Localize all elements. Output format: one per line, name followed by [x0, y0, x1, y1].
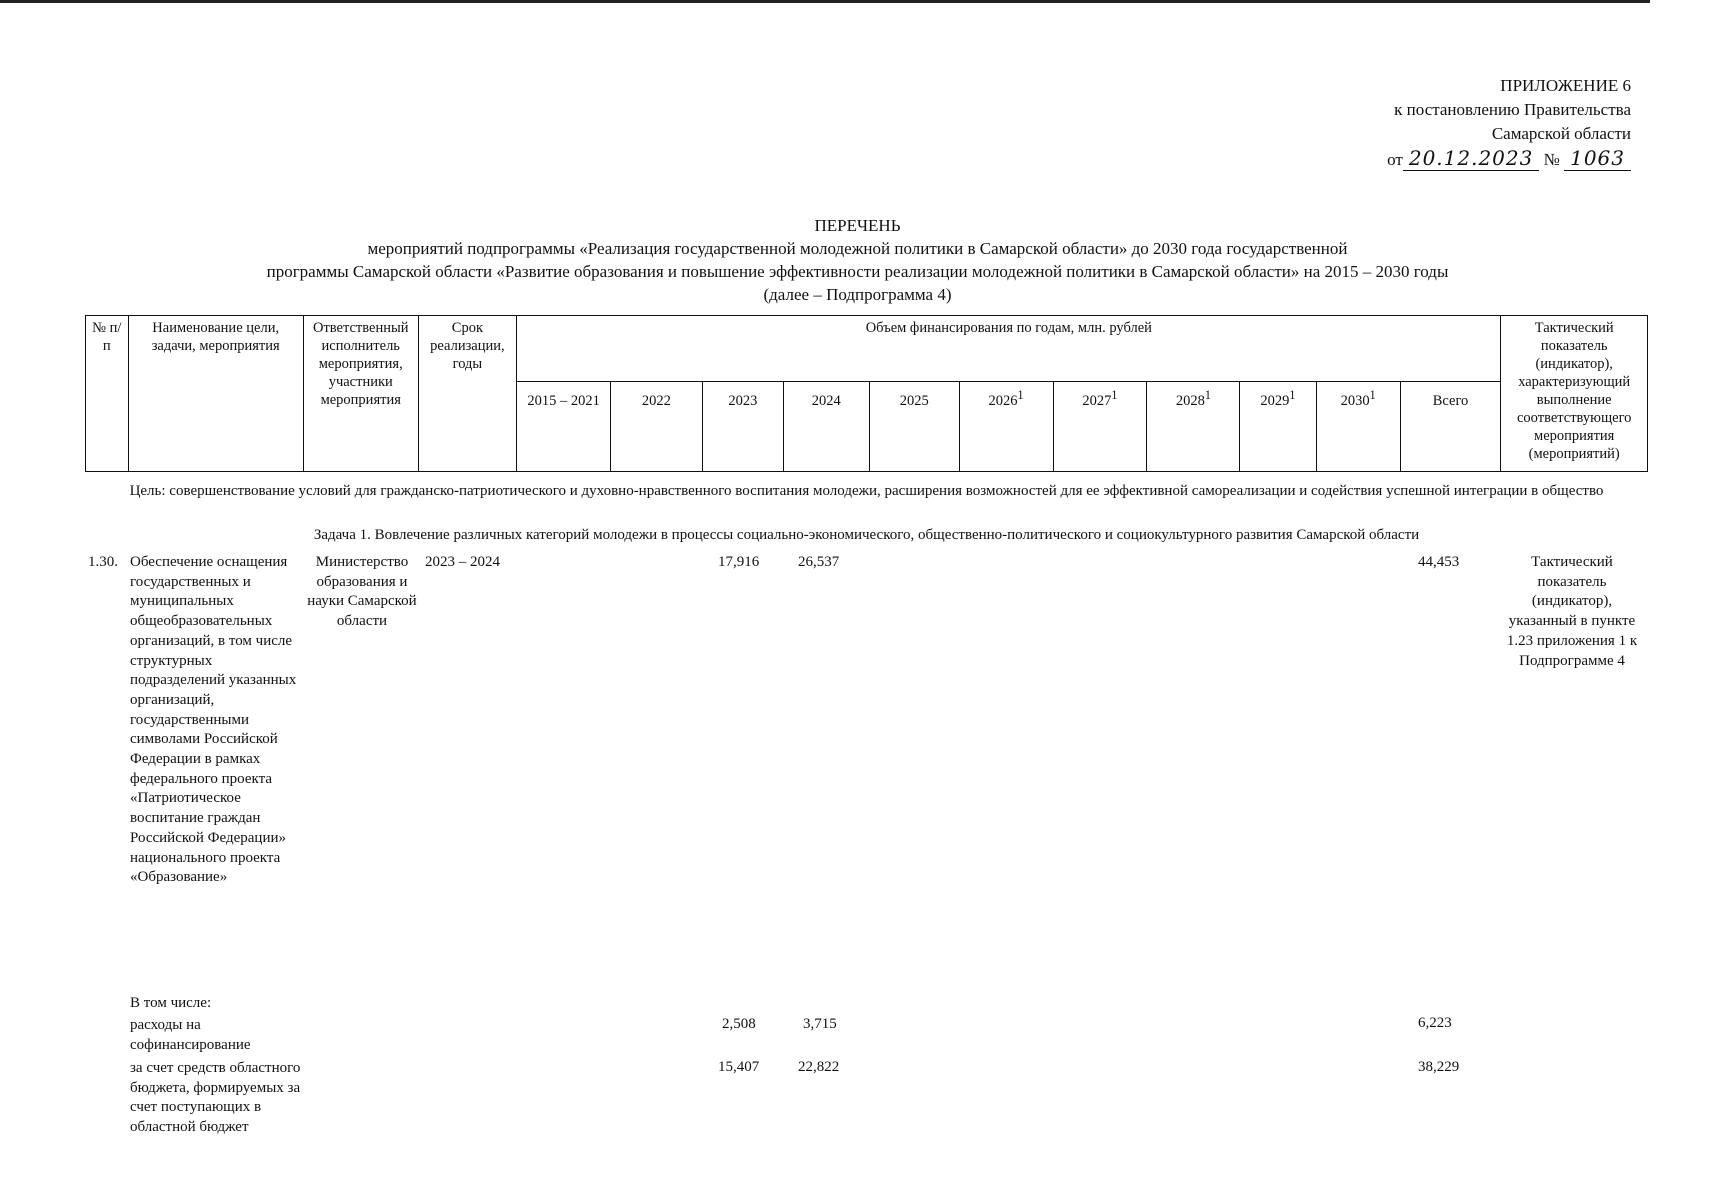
- header-total: Всего: [1400, 382, 1501, 472]
- goal-text: Цель: совершенствование условий для гражданско-патриотического и духовно-нравственного воспитания молодежи, расширения возможностей для ее эффективной самореализации и содействия успешной интеграции в общество: [129, 483, 1604, 499]
- appendix-line1: к постановлению Правительства: [1394, 100, 1631, 119]
- header-year-2028: 2028$^1$: [1147, 382, 1240, 472]
- subrow-value-total: 6,223: [1418, 1015, 1452, 1031]
- header-year-2023: 2023: [702, 382, 783, 472]
- header-year-2022: 2022: [610, 382, 702, 472]
- heading-line1: мероприятий подпрограммы «Реализация государственной молодежной политики в Самарской области» до 2030 года государственной: [367, 239, 1348, 258]
- appendix-line2: Самарской области: [1491, 124, 1631, 143]
- header-name: Наименование цели, задачи, мероприятия: [128, 316, 303, 472]
- header-term: Срок реализации, годы: [418, 316, 517, 472]
- document-heading: [0, 214, 1715, 306]
- table-header: [85, 315, 1648, 472]
- subrow-value-total: 38,229: [1418, 1059, 1460, 1075]
- row-name: Обеспечение оснащения государственных и муниципальных общеобразовательных организаций, в том числе структурных подразделений указанных организаций, государственными символами Российской Федерации в рамках федерального проекта «Патриотическое воспитание граждан Российской Федерации» национального проекта «Образование»: [130, 554, 297, 886]
- header-year-2024: 2024: [783, 382, 869, 472]
- header-year-2027: 2027$^1$: [1053, 382, 1147, 472]
- row-value-2024: 26,537: [798, 554, 840, 570]
- appendix-title: ПРИЛОЖЕНИЕ 6: [1500, 76, 1631, 95]
- header-num: № п/п: [86, 316, 129, 472]
- subrow-value-2023: 15,407: [718, 1059, 760, 1075]
- row-term: 2023 – 2024: [425, 554, 500, 570]
- header-year-2029: 2029$^1$: [1240, 382, 1316, 472]
- subrow-value-2023: 2,508: [722, 1016, 756, 1032]
- row-value-total: 44,453: [1418, 554, 1460, 570]
- heading-line3: (далее – Подпрограмма 4): [763, 285, 952, 304]
- header-year-2015-2021: 2015 – 2021: [517, 382, 611, 472]
- handwritten-number: 1063: [1564, 146, 1631, 171]
- row-value-2023: 17,916: [718, 554, 760, 570]
- task-text: Задача 1. Вовлечение различных категорий молодежи в процессы социально-экономического, общественно-политического и социокультурного развития Самарской области: [313, 527, 1420, 543]
- row-responsible: Министерство образования и науки Самарской области: [307, 554, 417, 630]
- subrow-name: расходы на софинансирование: [130, 1017, 251, 1053]
- subrow-name: за счет средств областного бюджета, формируемых за счет поступающих в областной бюджет: [130, 1060, 301, 1136]
- handwritten-date: 20.12.2023: [1403, 146, 1540, 171]
- appendix-date-line: [1387, 146, 1631, 172]
- row-number: 1.30.: [88, 554, 118, 570]
- number-prefix: №: [1543, 150, 1560, 169]
- scan-top-border: [0, 0, 1650, 3]
- subrow-value-2024: 22,822: [798, 1059, 840, 1075]
- header-year-2025: 2025: [869, 382, 959, 472]
- header-responsible: Ответственный исполнитель мероприятия, участники мероприятия: [303, 316, 418, 472]
- row-indicator: Тактический показатель (индикатор), указанный в пункте 1.23 приложения 1 к Подпрограмме 4: [1506, 554, 1638, 669]
- header-year-2026: 2026$^1$: [959, 382, 1053, 472]
- date-prefix: от: [1387, 150, 1403, 169]
- header-indicator: Тактический показатель (индикатор), характеризующий выполнение соответствующего мероприятия (мероприятий): [1501, 316, 1648, 472]
- appendix-block: [1387, 74, 1631, 172]
- header-year-2030: 2030$^1$: [1316, 382, 1400, 472]
- header-funding: Объем финансирования по годам, млн. рублей: [517, 316, 1501, 382]
- heading-title: ПЕРЕЧЕНЬ: [814, 216, 901, 235]
- heading-line2: программы Самарской области «Развитие образования и повышение эффективности реализации молодежной политики в Самарской области» на 2015 – 2030 годы: [266, 262, 1449, 281]
- including-label: В том числе:: [130, 995, 212, 1011]
- subrow-value-2024: 3,715: [803, 1016, 837, 1032]
